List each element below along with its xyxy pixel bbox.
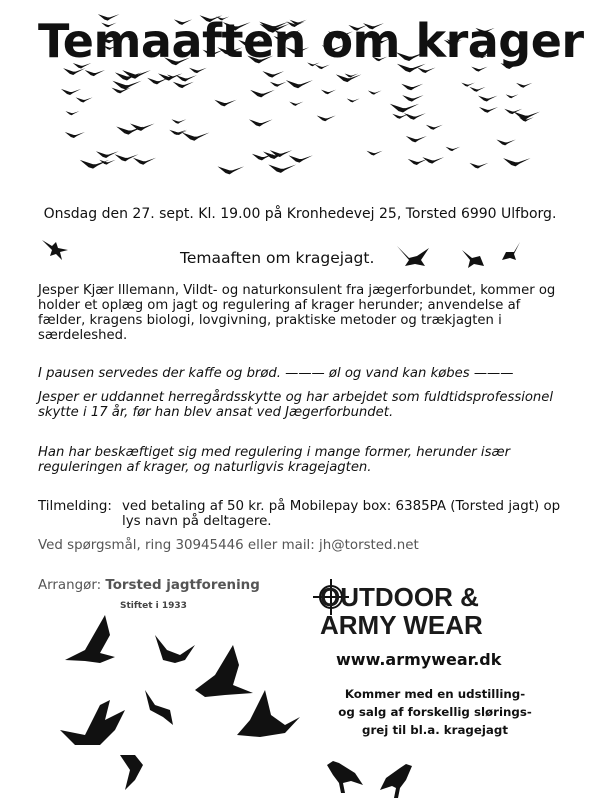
crow-group-illustration	[55, 605, 315, 800]
flock-crow-icon	[112, 81, 141, 90]
signup-text: ved betaling af 50 kr. på Mobilepay box: 6385PA (Torsted jagt) op lys navn på deltagere.	[122, 499, 561, 529]
flock-crow-icon	[469, 87, 485, 92]
flock-crow-icon	[65, 132, 85, 138]
flock-crow-icon	[286, 80, 313, 88]
bio-paragraph-2: Han har beskæftiget sig med regulering i mange former, herunder især reguleringen af krager, og naturligvis kragejagten.	[38, 445, 510, 475]
sponsor-brand-line-2: ARMY WEAR	[320, 610, 483, 640]
organizer-label: Arrangør:	[38, 578, 102, 593]
flock-crow-icon	[479, 107, 498, 113]
flock-crow-icon	[61, 89, 81, 95]
organizer-line	[38, 578, 260, 593]
intro-paragraph: Jesper Kjær Illemann, Vildt- og naturkonsulent fra jægerforbundet, kommer og holder et oplæg om jagt og regulering af krager herunder; anvendelse af fælder, kragens biologi, lovgivning, praktiske metoder og trækjagten i særdeleshed.	[38, 283, 556, 343]
flock-crow-icon	[249, 119, 273, 126]
flock-crow-icon	[218, 166, 245, 174]
flock-crow-icon	[130, 123, 155, 130]
flock-crow-icon	[469, 163, 488, 169]
pause-paragraph: I pausen servedes der kaffe og brød. ——— øl og vand kan købes ———	[38, 366, 514, 381]
page-title: Temaaften om krager	[38, 14, 584, 68]
flock-crow-icon	[189, 68, 207, 73]
organizer-name: Torsted jagtforening	[105, 578, 260, 593]
sponsor-url[interactable]: www.armywear.dk	[336, 650, 502, 669]
flock-crow-icon	[268, 165, 296, 173]
flock-crow-icon	[406, 136, 427, 142]
crow-silhouette-icon	[500, 240, 524, 262]
crow-silhouette-icon	[378, 760, 414, 800]
flock-crow-icon	[408, 159, 428, 165]
exhibit-line-3: grej til bl.a. kragejagt	[362, 723, 508, 737]
flock-crow-icon	[65, 111, 79, 115]
flock-crow-icon	[426, 125, 443, 130]
flock-crow-icon	[496, 140, 515, 146]
flock-crow-icon	[171, 119, 186, 123]
bio-paragraph-1: Jesper er uddannet herregårdsskytte og har arbejdet som fuldtidsprofessionel skytte i 17 år, før han blev ansat ved Jægerforbundet.	[38, 390, 554, 420]
flock-crow-icon	[63, 68, 86, 75]
exhibit-line-2: og salg af forskellig slørings-	[338, 705, 532, 719]
flock-crow-icon	[80, 160, 109, 169]
flock-crow-icon	[317, 116, 336, 122]
flock-crow-icon	[368, 91, 382, 95]
flock-crow-icon	[173, 82, 194, 88]
flock-crow-icon	[506, 94, 519, 98]
flock-crow-icon	[402, 95, 423, 101]
founded-note: Stiftet i 1933	[120, 601, 187, 611]
flock-crow-icon	[404, 113, 426, 120]
crow-silhouette-icon	[40, 236, 70, 262]
flock-crow-icon	[176, 75, 197, 81]
flock-crow-icon	[401, 84, 423, 91]
flock-crow-icon	[214, 100, 236, 107]
flock-crow-icon	[478, 96, 498, 102]
flock-crow-icon	[417, 68, 435, 73]
flock-crow-icon	[133, 158, 156, 165]
flock-crow-icon	[76, 97, 93, 102]
flock-crow-icon	[115, 154, 139, 161]
event-subtitle: Temaaften om kragejagt.	[180, 249, 375, 267]
flock-crow-icon	[461, 83, 475, 87]
flock-crow-icon	[503, 158, 530, 166]
flock-crow-icon	[390, 104, 419, 113]
flock-crow-icon	[321, 90, 336, 95]
flock-crow-icon	[182, 133, 209, 141]
crow-silhouette-icon	[460, 246, 486, 270]
flock-crow-icon	[289, 155, 313, 162]
flock-crow-icon	[270, 82, 287, 87]
crow-silhouette-icon	[325, 755, 365, 795]
flock-crow-icon	[85, 70, 105, 76]
flock-crow-icon	[504, 109, 522, 114]
contact-info: Ved spørgsmål, ring 30945446 eller mail: jh@torsted.net	[38, 538, 419, 553]
event-details: Onsdag den 27. sept. Kl. 19.00 på Kronhedevej 25, Torsted 6990 Ulfborg.	[43, 206, 557, 222]
sponsor-brand-line-1: OUTDOOR &	[320, 582, 479, 612]
exhibit-line-1: Kommer med en udstilling-	[344, 687, 526, 701]
flock-crow-icon	[446, 147, 461, 151]
flock-crow-icon	[250, 90, 275, 97]
flock-crow-icon	[347, 99, 360, 103]
flock-crow-icon	[513, 112, 540, 120]
flock-crow-icon	[289, 102, 303, 106]
flock-crow-icon	[262, 71, 284, 78]
flock-crow-icon	[111, 88, 130, 94]
signup-label: Tilmelding:	[38, 499, 112, 514]
flock-crow-icon	[516, 83, 532, 88]
flock-crow-icon	[366, 151, 382, 156]
sponsor-exhibit-note	[300, 685, 570, 739]
crow-silhouette-icon	[395, 244, 431, 270]
flock-crow-icon	[422, 157, 444, 164]
